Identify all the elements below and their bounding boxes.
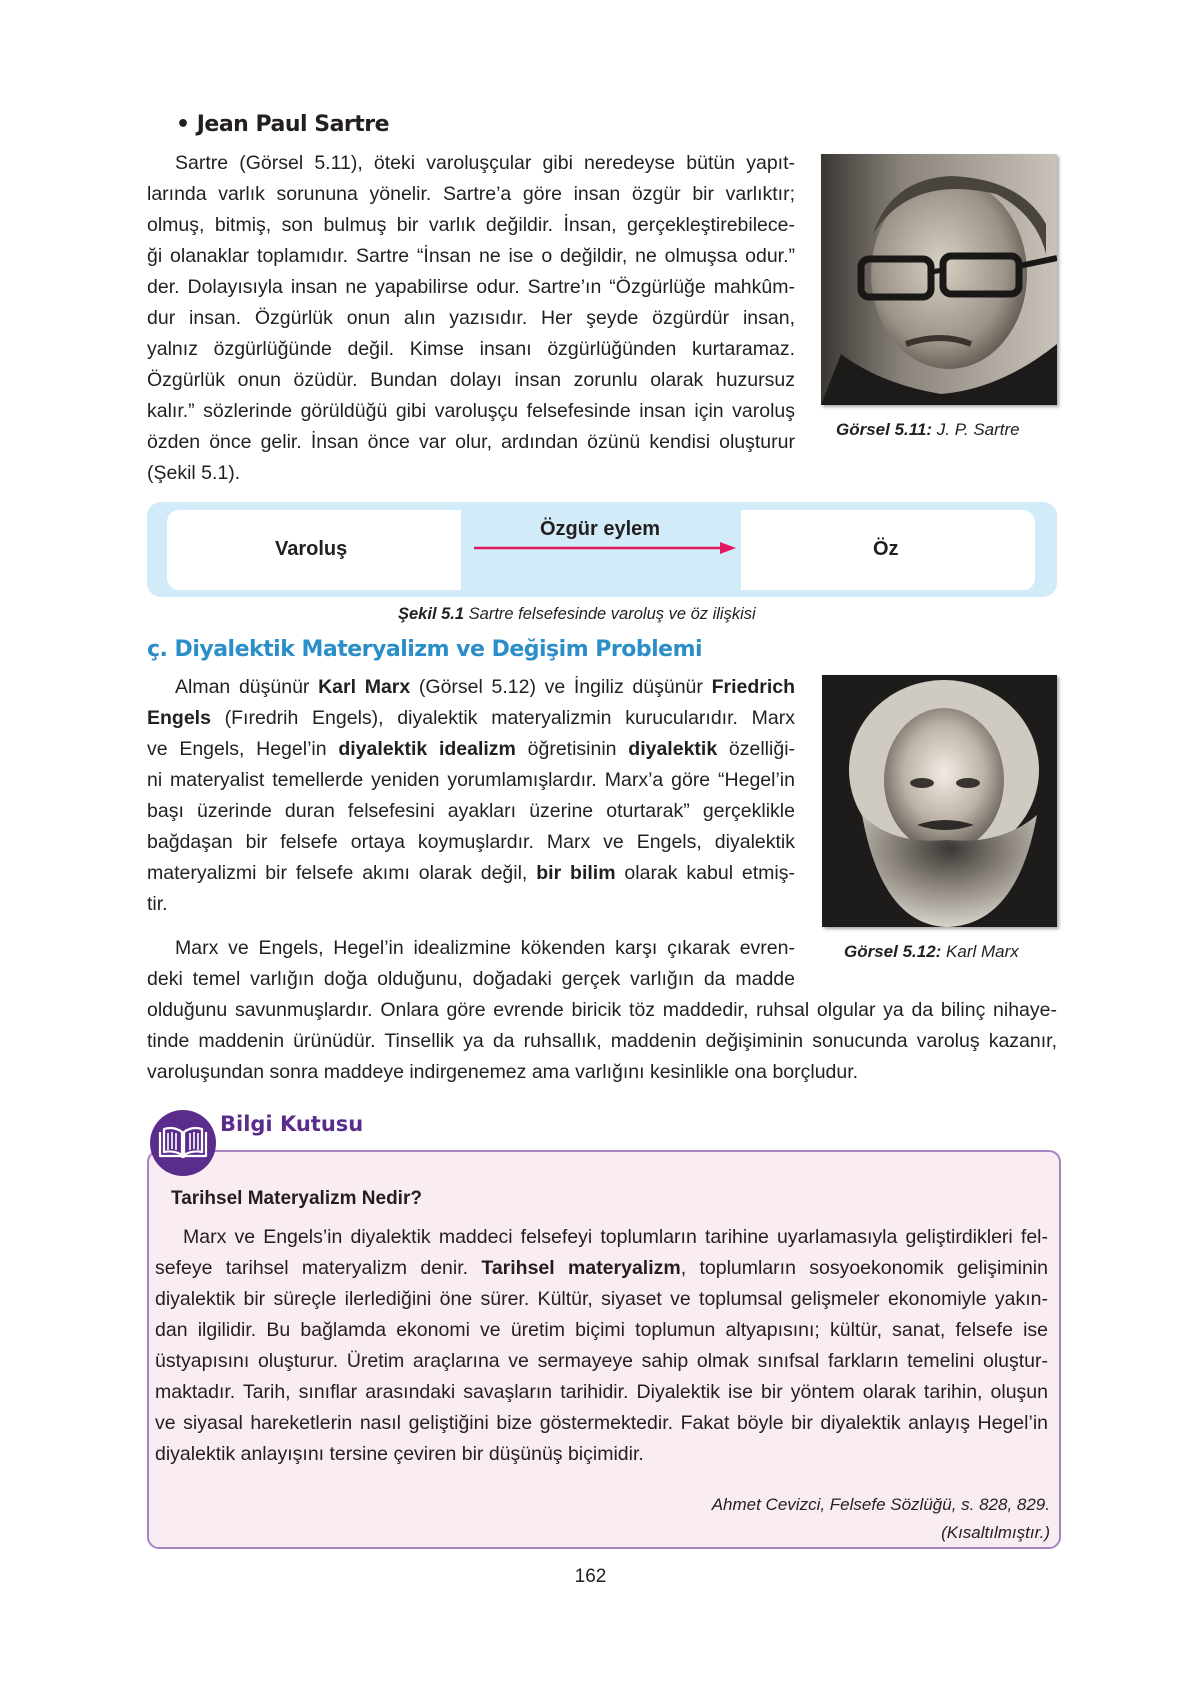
- existence-label: Varoluş: [275, 538, 348, 560]
- text-line: özden önce gelir. İnsan önce var olur, ardından özünü kendisi oluşturur: [147, 431, 795, 453]
- text-line: varoluşundan sonra maddeye indirgenemez ama varlığını kesinlikle ona borçludur.: [147, 1061, 859, 1083]
- text-line: deki temel varlığın doğa olduğunu, doğadaki gerçek varlığın da madde: [147, 968, 795, 990]
- text-line: olmuş, bitmiş, son bulmuş bir varlık değildir. İnsan, gerçekleştirebilece-: [147, 214, 795, 236]
- text-line: kalır.” sözlerinde görüldüğü gibi varoluşçu felsefesinde insan için varoluş: [147, 400, 795, 422]
- text-line: ği olanaklar toplamıdır. Sartre “İnsan ne ise o değildir, ne olmuşsa odur.”: [147, 245, 795, 267]
- bold-term: bir bilim: [536, 862, 616, 884]
- info-box-source-note: (Kısaltılmıştır.): [941, 1523, 1050, 1542]
- text-line: dur insan. Özgürlük onun alın yazısıdır. Her şeyde özgürdür insan,: [147, 307, 795, 329]
- info-box-badge: [150, 1110, 216, 1176]
- text-line: Alman düşünür Karl Marx (Görsel 5.12) ve İngiliz düşünür Friedrich: [175, 676, 796, 698]
- caption-label: Görsel 5.11:: [836, 420, 933, 439]
- bold-term: Karl Marx: [318, 676, 411, 698]
- text-line: diyalektik anlayışını tersine çeviren bir düşünüş biçimidir.: [155, 1443, 644, 1465]
- sartre-photo: [821, 154, 1057, 405]
- caption-text: Karl Marx: [941, 942, 1019, 961]
- text-line: Marx ve Engels’in diyalektik maddeci felsefeyi toplumların tarihine uyarlamasıyla geliştirdikleri fel-: [183, 1226, 1048, 1248]
- page-number: 162: [574, 1566, 607, 1587]
- text-line: Özgürlük onun özüdür. Bundan dolayı insan zorunlu olarak huzursuz: [147, 369, 795, 391]
- bold-term: diyalektik idealizm: [338, 738, 516, 760]
- caption-text: Sartre felsefesinde varoluş ve öz ilişkisi: [464, 605, 756, 623]
- text-line: Sartre (Görsel 5.11), öteki varoluşçular gibi neredeyse bütün yapıt-: [175, 152, 795, 174]
- existence-essence-diagram: [147, 502, 1057, 597]
- text-line: der. Dolayısıyla insan ne yapabilirse odur. Sartre’ın “Özgürlüğe mahkûm-: [147, 276, 795, 298]
- section-heading-dialectical-materialism: ç. Diyalektik Materyalizm ve Değişim Problemi: [147, 637, 703, 662]
- text-line: materyalizmi bir felsefe akımı olarak değil, bir bilim olarak kabul etmiş-: [147, 862, 795, 884]
- portrait-marx-icon: [822, 675, 1057, 927]
- text-line: başı üzerinde duran felsefesini ayakları üzerine oturtarak” gerçeklikle: [147, 800, 795, 822]
- free-action-label: Özgür eylem: [540, 518, 661, 540]
- portrait-sartre-icon: [821, 154, 1057, 405]
- text-line: diyalektik bir süreçle ilerlediğini öne sürer. Kültür, siyaset ve toplumsal gelişmeler ekonomiyle yakın-: [155, 1288, 1048, 1310]
- text-line: ni materyalist temellerde yeniden yorumlamışlardır. Marx’a göre “Hegel’in: [147, 769, 795, 791]
- open-book-icon: [150, 1110, 216, 1176]
- text-line: ve siyasal hareketlerin nasıl geliştiğini bize göstermektedir. Fakat böyle bir diyalektik anlayış Hegel’in: [155, 1412, 1048, 1434]
- text-line: bağdaşan bir felsefe ortaya koymuşlardır. Marx ve Engels, diyalektik: [147, 831, 795, 853]
- diagram-caption: [398, 605, 756, 624]
- marx-photo: [822, 675, 1057, 927]
- bold-term: diyalektik: [628, 738, 718, 760]
- text-line: olduğunu savunmuşlardır. Onlara göre evrende biricik töz maddedir, ruhsal olgular ya da bilinç nihaye-: [147, 999, 1057, 1021]
- text-line: ve Engels, Hegel’in diyalektik idealizm öğretisinin diyalektik özelliği-: [147, 738, 796, 760]
- text-line: Marx ve Engels, Hegel’in idealizmine kökenden karşı çıkarak evren-: [175, 937, 795, 959]
- section-heading-sartre: • Jean Paul Sartre: [176, 112, 390, 137]
- caption-label: Görsel 5.12:: [844, 942, 942, 961]
- text-line: yalnız özgürlüğünde değil. Kimse insanı özgürlüğünden kurtaramaz.: [147, 338, 795, 360]
- text-line: üstyapısını oluşturur. Üretim araçlarına ve sermayeye sahip olmak sınıfsal farkların temelini oluştur-: [155, 1350, 1048, 1372]
- info-box-source: Ahmet Cevizci, Felsefe Sözlüğü, s. 828, 829.: [711, 1495, 1050, 1514]
- arrow-right-icon: [474, 540, 736, 556]
- bold-term: Tarihsel materyalizm: [481, 1257, 681, 1279]
- marx-paragraph-1: [147, 672, 795, 920]
- sartre-photo-caption: [836, 420, 1020, 440]
- bold-term: Engels: [147, 707, 211, 729]
- caption-text: J. P. Sartre: [932, 420, 1020, 439]
- marx-paragraph-2: [147, 933, 1057, 1088]
- text-line: Engels (Fıredrih Engels), diyalektik materyalizmin kurucularıdır. Marx: [147, 707, 795, 729]
- text-line: dan ilgilidir. Bu bağlamda ekonomi ve üretim biçimi toplumun altyapısını; kültür, sanat, felsefe ise: [155, 1319, 1048, 1341]
- text-line: tir.: [147, 893, 168, 915]
- sartre-paragraph: [147, 148, 795, 489]
- text-line: sefeye tarihsel materyalizm denir. Tarihsel materyalizm, toplumların sosyoekonomik gelişiminin: [155, 1257, 1048, 1279]
- essence-label: Öz: [873, 538, 899, 560]
- bold-term: Friedrich: [711, 676, 796, 698]
- text-line: larında varlık sorununa yönelir. Sartre’a göre insan özgür bir varlıktır;: [147, 183, 795, 205]
- caption-label: Şekil 5.1: [398, 605, 465, 623]
- info-box-paragraph: [155, 1222, 1048, 1470]
- text-line: (Şekil 5.1).: [147, 462, 241, 484]
- info-box-subtitle: Tarihsel Materyalizm Nedir?: [171, 1188, 422, 1209]
- text-line: maktadır. Tarih, sınıflar arasındaki savaşların tarihidir. Diyalektik ise bir yöntem olarak tarihin, oluşun: [155, 1381, 1048, 1403]
- info-box-title: Bilgi Kutusu: [220, 1112, 364, 1136]
- text-line: tinde maddenin ürünüdür. Tinsellik ya da ruhsallık, maddenin değişiminin sonucunda varoluş kazanır,: [147, 1030, 1057, 1052]
